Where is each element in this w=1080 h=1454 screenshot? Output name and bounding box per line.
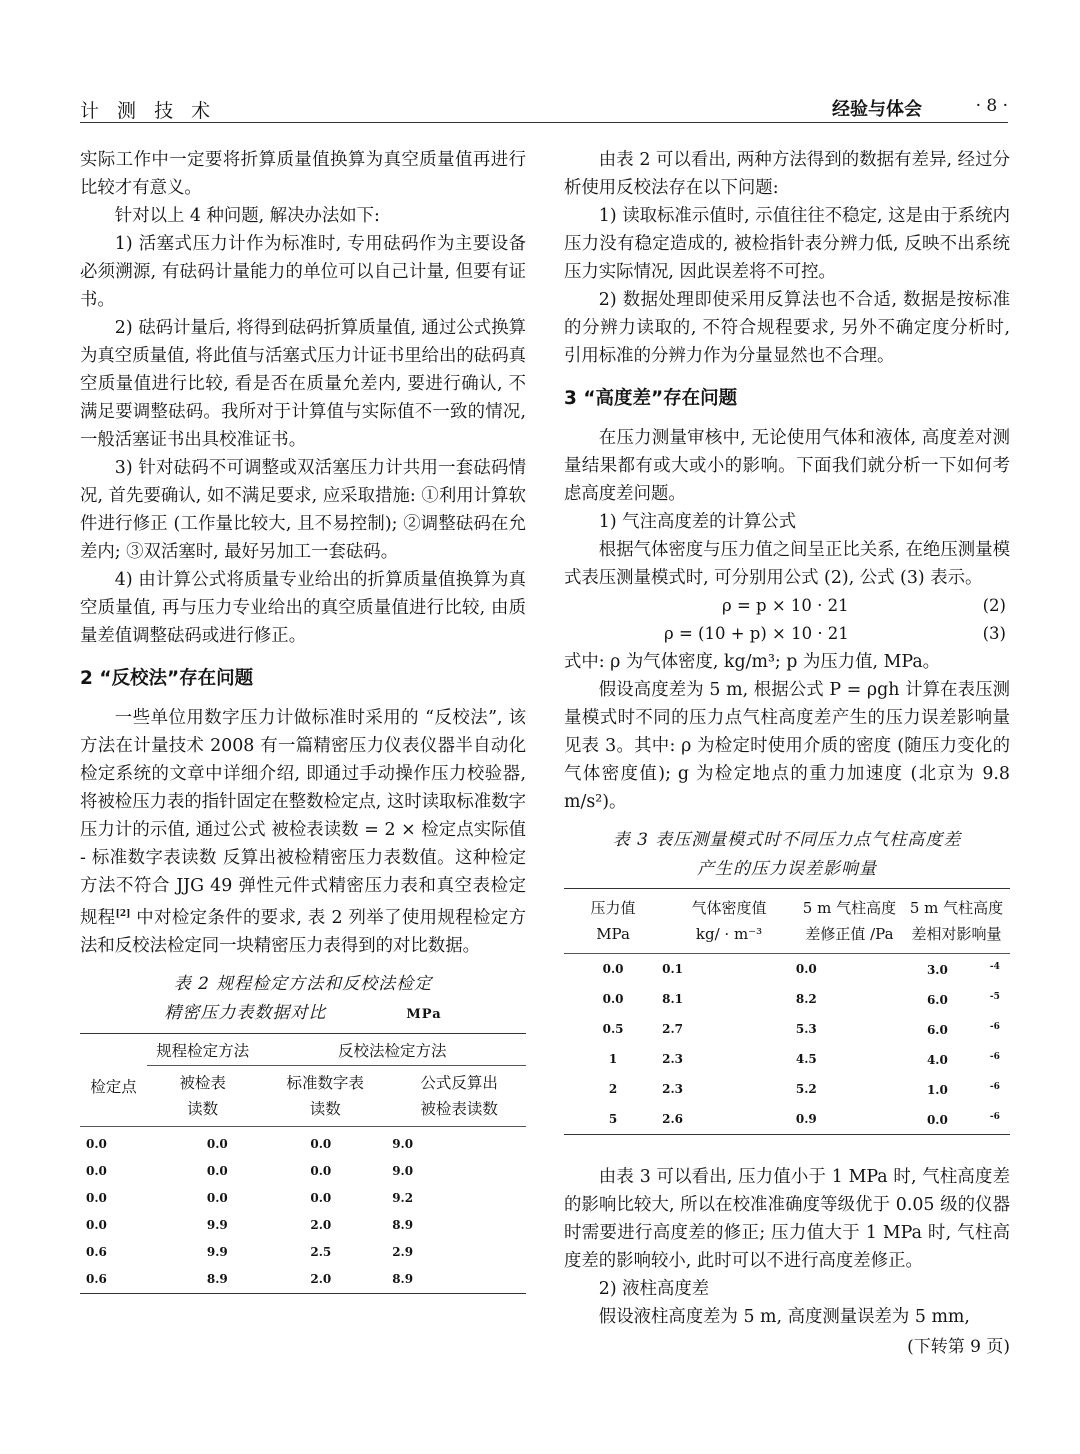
- table-cell: 0.0: [86, 1137, 107, 1152]
- paragraph: 实际工作中一定要将折算质量值换算为真空质量值再进行比较才有意义。: [80, 150, 526, 198]
- paragraph: 3) 针对砝码不可调整或双活塞压力计共用一套砝码情况, 首先要确认, 如不满足要求, 应采取措施: ①利用计算软件进行修正 (工作量比较大, 且不易控制); ②调整砝码在允差内; ③双活塞时, 最好另加工一套砝码。: [80, 458, 526, 562]
- page-header: [80, 94, 1008, 123]
- paragraph: 针对以上 4 种问题, 解决办法如下:: [114, 206, 380, 226]
- table-cell: 0.0: [206, 1191, 228, 1206]
- table2-caption: 表 2 规程检定方法和反校法检定 精密压力表数据对比 MPa: [164, 973, 442, 1023]
- exponent: -6: [989, 1111, 1000, 1122]
- table-cell: 9.0: [392, 1137, 414, 1152]
- paragraph: 2) 液柱高度差: [598, 1279, 710, 1299]
- section-heading-2: 2 “反校法”存在问题: [80, 668, 254, 689]
- exponent: -6: [989, 1081, 1000, 1092]
- paragraph: 由表 2 可以看出, 两种方法得到的数据有差异, 经过分析使用反校法存在以下问题:: [564, 150, 1010, 198]
- table-row: [80, 1266, 526, 1294]
- paragraph: 一些单位用数字压力计做标准时采用的 “反校法”, 该方法在计量技术 2008 有一篇精密压力仪表仪器半自动化检定系统的文章中详细介绍, 即通过手动操作压力校验器, 将被检压力表的指针固定在整数检定点, 这时读取标准数字压力计的示值, 通过公式 被检表读数 = 2 × 检定点实际值 - 标准数字表读数 反算出被检精密压力表数值。这种检定方法不符合 JJG 49 弹性元件式精密压力表和真空表检定规程[2] 中对检定条件的要求, 表 2 列举了使用规程检定方法和反校法检定同一块精密压力表得到的对比数据。: [80, 708, 526, 956]
- table-header: 5 m 气柱高度 差相对影响量: [903, 889, 1010, 954]
- journal-name: 计 测 技 术: [80, 100, 217, 122]
- table-cell: 2.0: [310, 1272, 332, 1287]
- table-cell: 8.2: [795, 992, 817, 1006]
- table-header: 规程检定方法: [147, 1033, 259, 1065]
- paragraph: 式中: ρ 为气体密度, kg/m³; p 为压力值, MPa。: [564, 652, 941, 672]
- table-cell: 0.0: [602, 992, 624, 1006]
- section-heading-3: 3 “高度差”存在问题: [564, 388, 738, 409]
- table-cell: 0.0: [310, 1137, 332, 1152]
- table-header: 公式反算出 被检表读数: [420, 1073, 498, 1118]
- table-cell: 1.0 $^{-6}$: [926, 1081, 1000, 1097]
- table-row: [564, 1104, 1010, 1135]
- table-row: [80, 1212, 526, 1239]
- table-cell: 0.0: [86, 1164, 107, 1179]
- table-3: [564, 888, 1010, 1135]
- table-row: [80, 1185, 526, 1212]
- table-cell: 0.0 $^{-6}$: [926, 1111, 1000, 1127]
- formula-2: ρ = p × 10 · 21 (2): [722, 596, 1006, 615]
- paragraph: 假设高度差为 5 m, 根据公式 P = ρgh 计算在表压测量模式时不同的压力点气柱高度差产生的压力误差影响量见表 3。其中: ρ 为检定时使用介质的密度 (随压力变化的气体密度值); g 为检定地点的重力加速度 (北京为 9.8 m/s²)。: [564, 680, 1010, 812]
- table-cell: 0.0: [310, 1191, 332, 1206]
- table-cell: 0.5: [602, 1022, 624, 1036]
- table-cell: 6.0 $^{-6}$: [926, 1021, 1000, 1037]
- page-number: · 8 ·: [975, 96, 1008, 116]
- citation-ref: [2]: [115, 909, 131, 919]
- paragraph: 1) 读取标准示值时, 示值往往不稳定, 这是由于系统内压力没有稳定造成的, 被检指针表分辨力低, 反映不出系统压力实际情况, 因此误差将不可控。: [564, 206, 1010, 282]
- table-row: [564, 954, 1010, 985]
- table-cell: 0.0: [86, 1218, 107, 1233]
- table-cell: 2: [608, 1082, 618, 1096]
- table-cell: 9.0: [392, 1164, 414, 1179]
- table-cell: 8.1: [662, 992, 683, 1006]
- table-cell: 2.3: [662, 1082, 683, 1096]
- table-cell: 9.9: [206, 1218, 228, 1233]
- table-header: 5 m 气柱高度 差修正值 /Pa: [796, 889, 903, 954]
- table-cell: 9.2: [392, 1191, 414, 1206]
- paragraph: 2) 数据处理即使采用反算法也不合适, 数据是按标准的分辨力读取的, 不符合规程要求, 另外不确定度分析时, 引用标准的分辨力作为分量显然也不合理。: [564, 290, 1010, 366]
- table-cell: 2.0: [310, 1218, 332, 1233]
- right-column: [564, 146, 1010, 1361]
- table-cell: 5.2: [795, 1082, 817, 1096]
- table-cell: 2.9: [392, 1245, 414, 1260]
- table-row: [564, 984, 1010, 1014]
- paragraph: 假设液柱高度差为 5 m, 高度测量误差为 5 mm,: [598, 1307, 970, 1327]
- table-cell: 3.0 $^{-4}$: [926, 961, 1000, 977]
- paragraph: 1) 气注高度差的计算公式: [598, 512, 797, 532]
- table-cell: 0.6: [86, 1272, 107, 1287]
- paragraph: 根据气体密度与压力值之间呈正比关系, 在绝压测量模式表压测量模式时, 可分别用公式 (2), 公式 (3) 表示。: [564, 540, 1010, 588]
- table-header: 检定点: [90, 1077, 137, 1096]
- table-cell: 0.9: [795, 1112, 817, 1126]
- table-cell: 2.7: [662, 1022, 683, 1036]
- table-row: [564, 1074, 1010, 1104]
- table-cell: 8.9: [206, 1272, 228, 1287]
- table-cell: 0.0: [795, 962, 817, 976]
- table-row: [564, 1044, 1010, 1074]
- table-cell: 9.9: [206, 1245, 228, 1260]
- paragraph: 4) 由计算公式将质量专业给出的折算质量值换算为真空质量值, 再与压力专业给出的真空质量值进行比较, 由质量差值调整砝码或进行修正。: [80, 570, 526, 646]
- table-cell: 4.0 $^{-6}$: [926, 1051, 1000, 1067]
- section-name: 经验与体会: [832, 99, 922, 120]
- exponent: -6: [989, 1021, 1000, 1032]
- table-cell: 0.0: [206, 1137, 228, 1152]
- table-cell: 0.1: [662, 962, 683, 976]
- formula-3: ρ = (10 + p) × 10 · 21 (3): [664, 624, 1006, 643]
- table-header: 标准数字表 读数: [286, 1073, 365, 1118]
- continued-note: (下转第 9 页): [907, 1337, 1010, 1357]
- table-row: [80, 1131, 526, 1158]
- exponent: -6: [989, 1051, 1000, 1062]
- table-cell: 0.0: [310, 1164, 332, 1179]
- exponent: -5: [989, 991, 1000, 1002]
- paragraph: 1) 活塞式压力计作为标准时, 专用砝码作为主要设备必须溯源, 有砝码计量能力的单位可以自己计量, 但要有证书。: [80, 234, 526, 310]
- table-cell: 1: [608, 1052, 618, 1066]
- table-header: 被检表 读数: [179, 1073, 226, 1118]
- table-cell: 2.3: [662, 1052, 683, 1066]
- table-cell: 6.0 $^{-5}$: [926, 991, 1000, 1007]
- table-cell: 0.6: [86, 1245, 107, 1260]
- table-cell: 0.0: [602, 962, 624, 976]
- table-cell: 4.5: [795, 1052, 817, 1066]
- paragraph: 由表 3 可以看出, 压力值小于 1 MPa 时, 气柱高度差的影响比较大, 所以在校准准确度等级优于 0.05 级的仪器时需要进行高度差的修正; 压力值大于 1 MPa 时, 气柱高度差的影响较小, 此时可以不进行高度差修正。: [564, 1167, 1010, 1271]
- table-cell: 2.5: [310, 1245, 332, 1260]
- table-header: 压力值 MPa: [564, 889, 662, 954]
- table-cell: 5: [608, 1112, 618, 1126]
- table-2: [80, 1033, 526, 1294]
- table-row: [80, 1239, 526, 1266]
- table-header: 气体密度值 kg/ · m⁻³: [662, 889, 796, 954]
- table-row: [80, 1158, 526, 1185]
- table3-caption: 表 3 表压测量模式时不同压力点气柱高度差 产生的压力误差影响量: [612, 830, 962, 879]
- exponent: -4: [989, 961, 1000, 972]
- table-cell: 0.0: [206, 1164, 228, 1179]
- table-row: [564, 1014, 1010, 1044]
- table-cell: 2.6: [662, 1112, 683, 1126]
- table-header: 反校法检定方法: [258, 1033, 526, 1065]
- paragraph: 2) 砝码计量后, 将得到砝码折算质量值, 通过公式换算为真空质量值, 将此值与活塞式压力计证书里给出的砝码真空质量值进行比较, 看是否在质量允差内, 要进行确认, 不满足要调整砝码。我所对于计算值与实际值不一致的情况, 一般活塞证书出具校准证书。: [80, 318, 526, 450]
- table-cell: 8.9: [392, 1218, 414, 1233]
- paragraph: 在压力测量审核中, 无论使用气体和液体, 高度差对测量结果都有或大或小的影响。下面我们就分析一下如何考虑高度差问题。: [564, 428, 1010, 504]
- table-cell: 0.0: [86, 1191, 107, 1206]
- table-cell: 5.3: [795, 1022, 817, 1036]
- left-column: [80, 146, 526, 1294]
- table-cell: 8.9: [392, 1272, 414, 1287]
